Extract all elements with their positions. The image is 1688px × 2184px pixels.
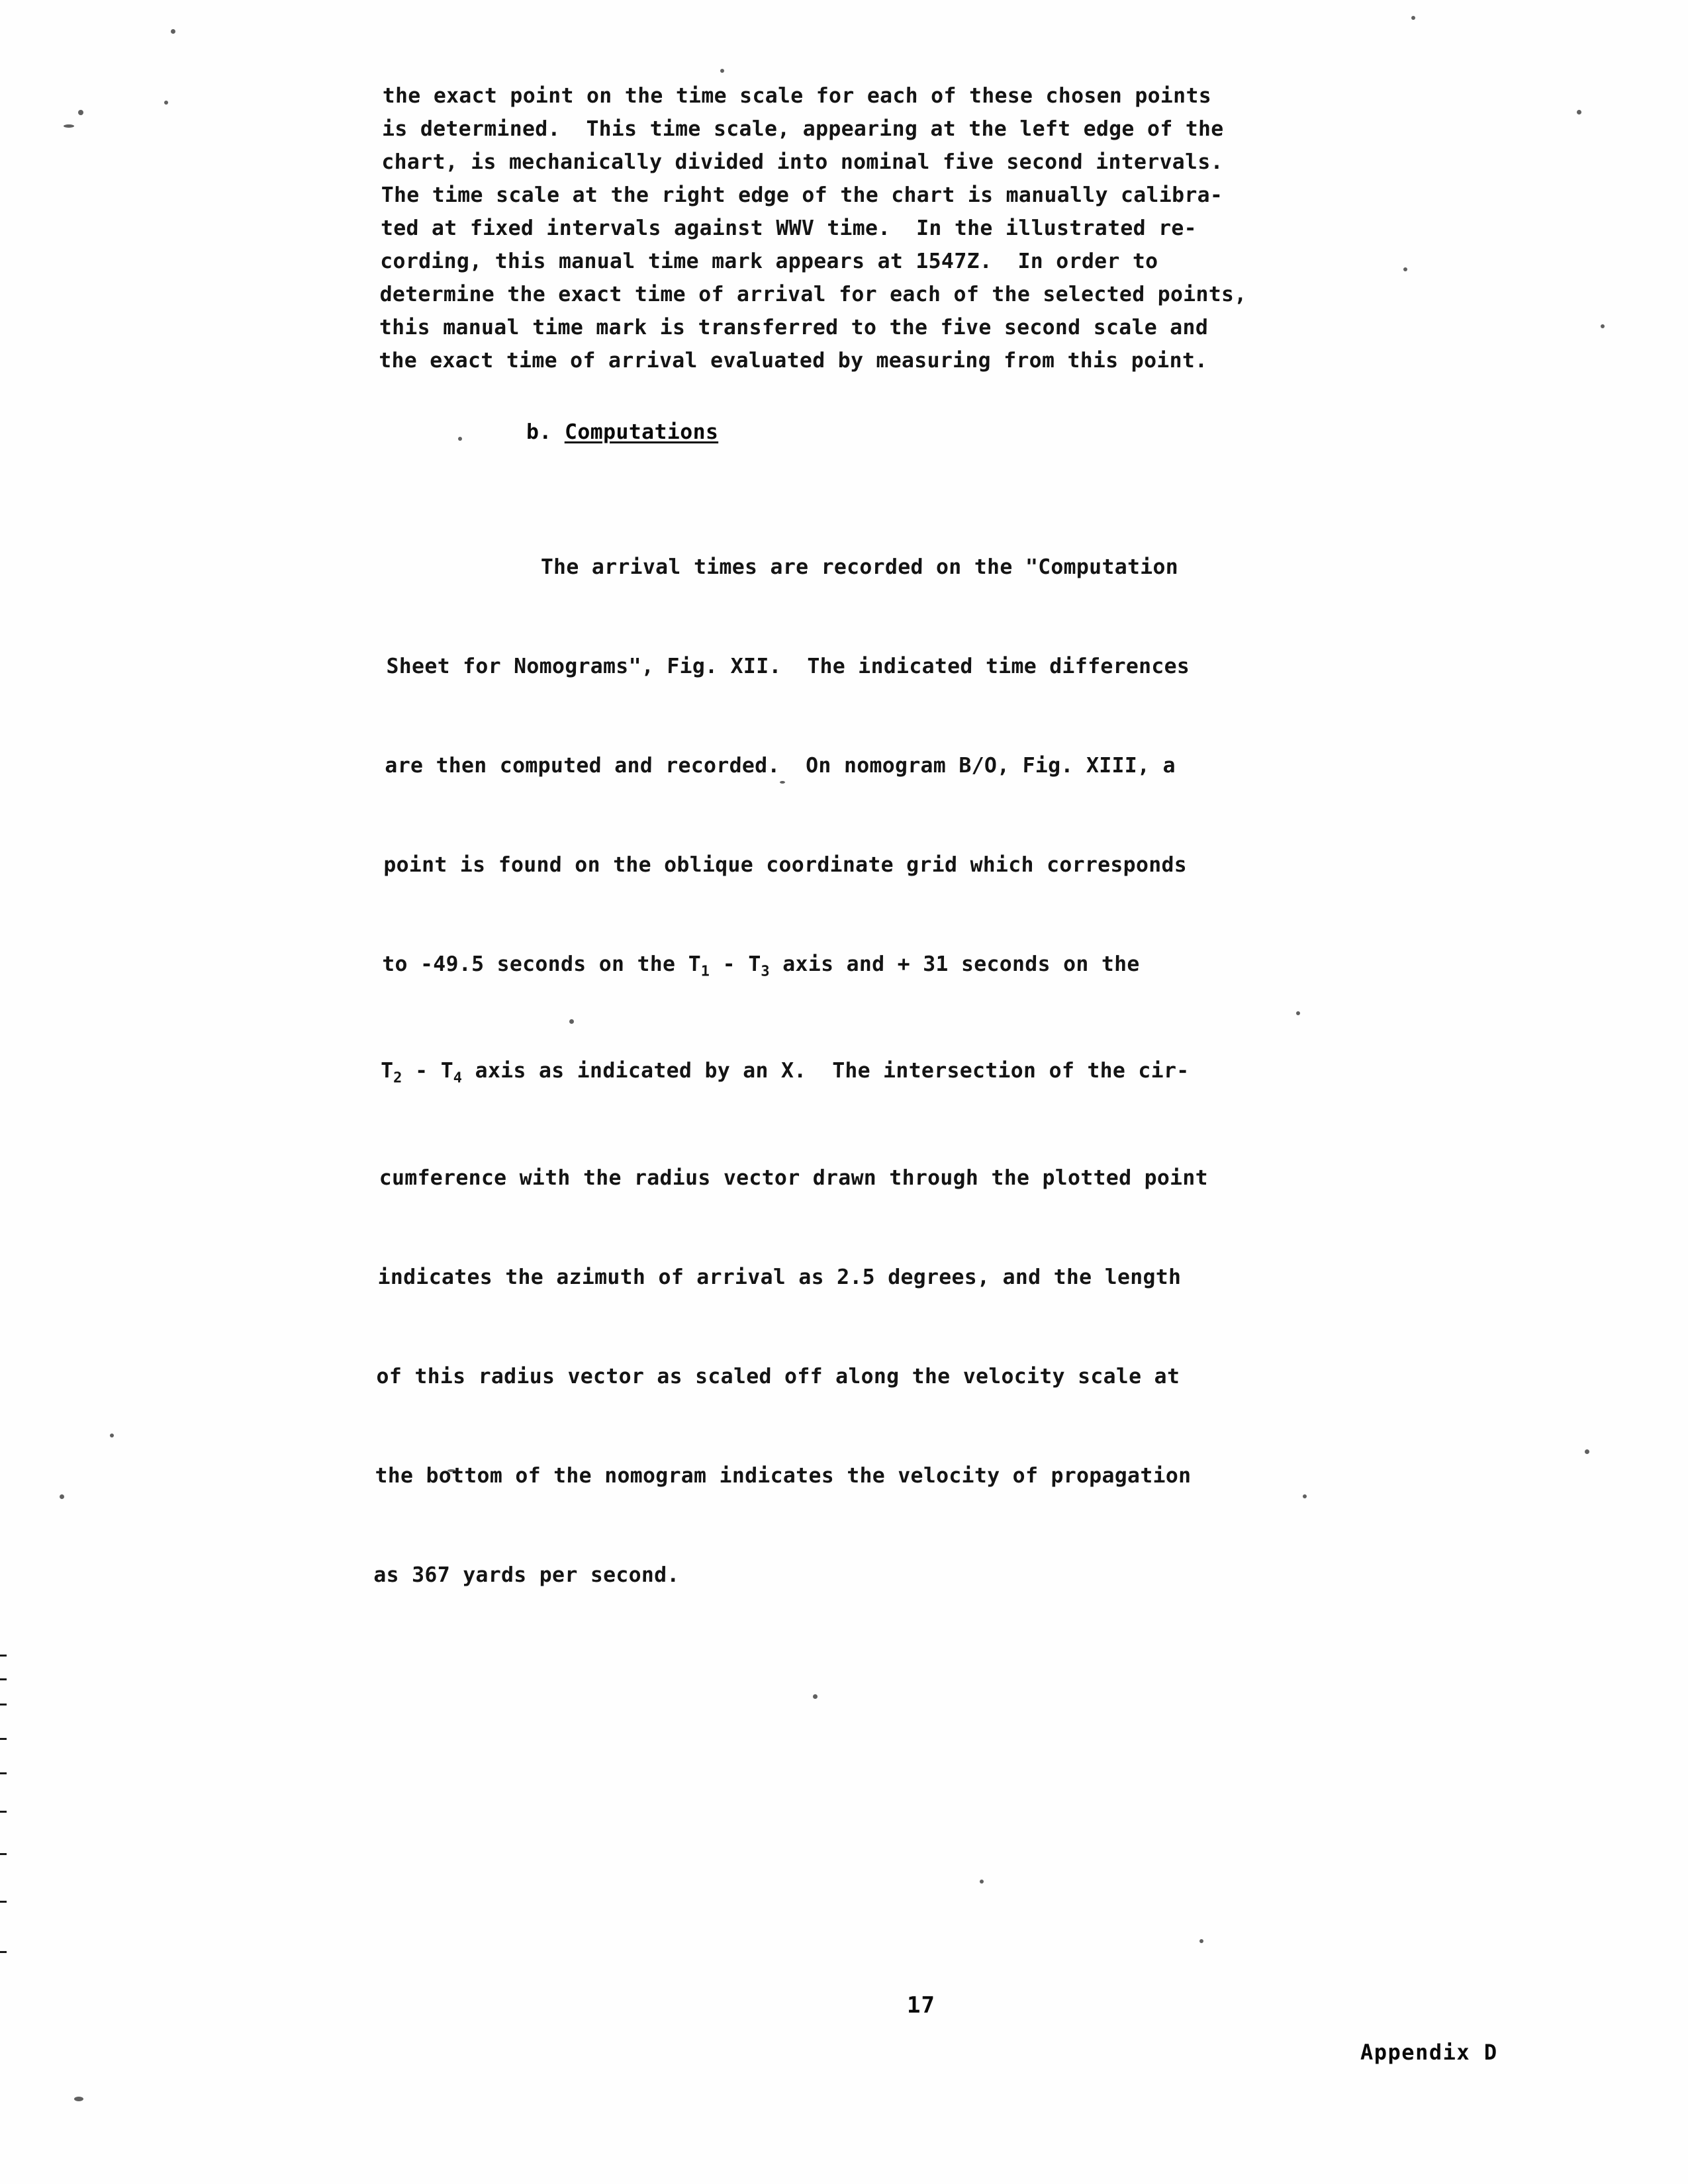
paragraph-computations — [373, 484, 1515, 1658]
body-line: The arrival times are recorded on the "Computation — [387, 555, 1179, 579]
scan-speck — [1199, 1939, 1203, 1943]
scan-speck — [1577, 110, 1581, 114]
scan-speck — [60, 1494, 64, 1499]
body-line: as 367 yards per second. — [373, 1563, 680, 1587]
scan-speck — [110, 1433, 114, 1437]
scan-speck — [980, 1880, 984, 1884]
body-line: $T_2 - T_4$ axis as indicated by an X. The intersection of the cir- — [380, 1059, 1190, 1087]
document-body — [373, 79, 1506, 1658]
scan-speck — [1601, 324, 1605, 328]
scan-speck — [720, 69, 724, 73]
scan-speck — [164, 101, 168, 105]
body-line: cumference with the radius vector drawn through the plotted point — [379, 1165, 1209, 1190]
page-number: 17 — [907, 1992, 935, 2019]
scan-speck — [171, 29, 175, 34]
scan-speck — [813, 1694, 818, 1699]
body-line: point is found on the oblique coordinate grid which corresponds — [383, 853, 1188, 877]
body-line: are then computed and recorded. On nomogram B/O, Fig. XIII, a — [385, 754, 1176, 778]
section-label: b. — [526, 420, 552, 444]
body-line: to -49.5 seconds on the $T_1 - T_3$ axis and + 31 seconds on the — [382, 952, 1140, 980]
scan-speck — [1585, 1449, 1589, 1454]
scan-speck — [78, 110, 83, 115]
paragraph-time-scale: the exact point on the time scale for each of these chosen points is determined. This time scale, appearing at the left edge of the chart, is mechanically divided into nominal five second intervals. The time scale at the right edge of the chart is manually calibra- ted at fixed intervals against WWV time. In the illustrated re- cording, this manual time mark appears at 1547Z. In order to determine the exact time of arrival for each of the selected points, this manual time mark is transferred to the five second scale and the exact time of arrival evaluated by measuring from this point. — [378, 84, 1247, 373]
appendix-label: Appendix D — [1360, 2040, 1498, 2065]
section-title: Computations — [564, 420, 719, 444]
scan-speck — [1411, 16, 1415, 20]
body-line: the bottom of the nomogram indicates the velocity of propagation — [375, 1463, 1192, 1488]
section-heading-computations — [526, 416, 1507, 449]
body-line: of this radius vector as scaled off along the velocity scale at — [376, 1364, 1180, 1388]
scan-speck — [64, 124, 74, 128]
scan-edge-marks — [0, 1655, 9, 1999]
scan-speck — [74, 2097, 83, 2101]
body-line: indicates the azimuth of arrival as 2.5 degrees, and the length — [377, 1265, 1182, 1289]
body-line: Sheet for Nomograms", Fig. XII. The indicated time differences — [386, 655, 1190, 678]
